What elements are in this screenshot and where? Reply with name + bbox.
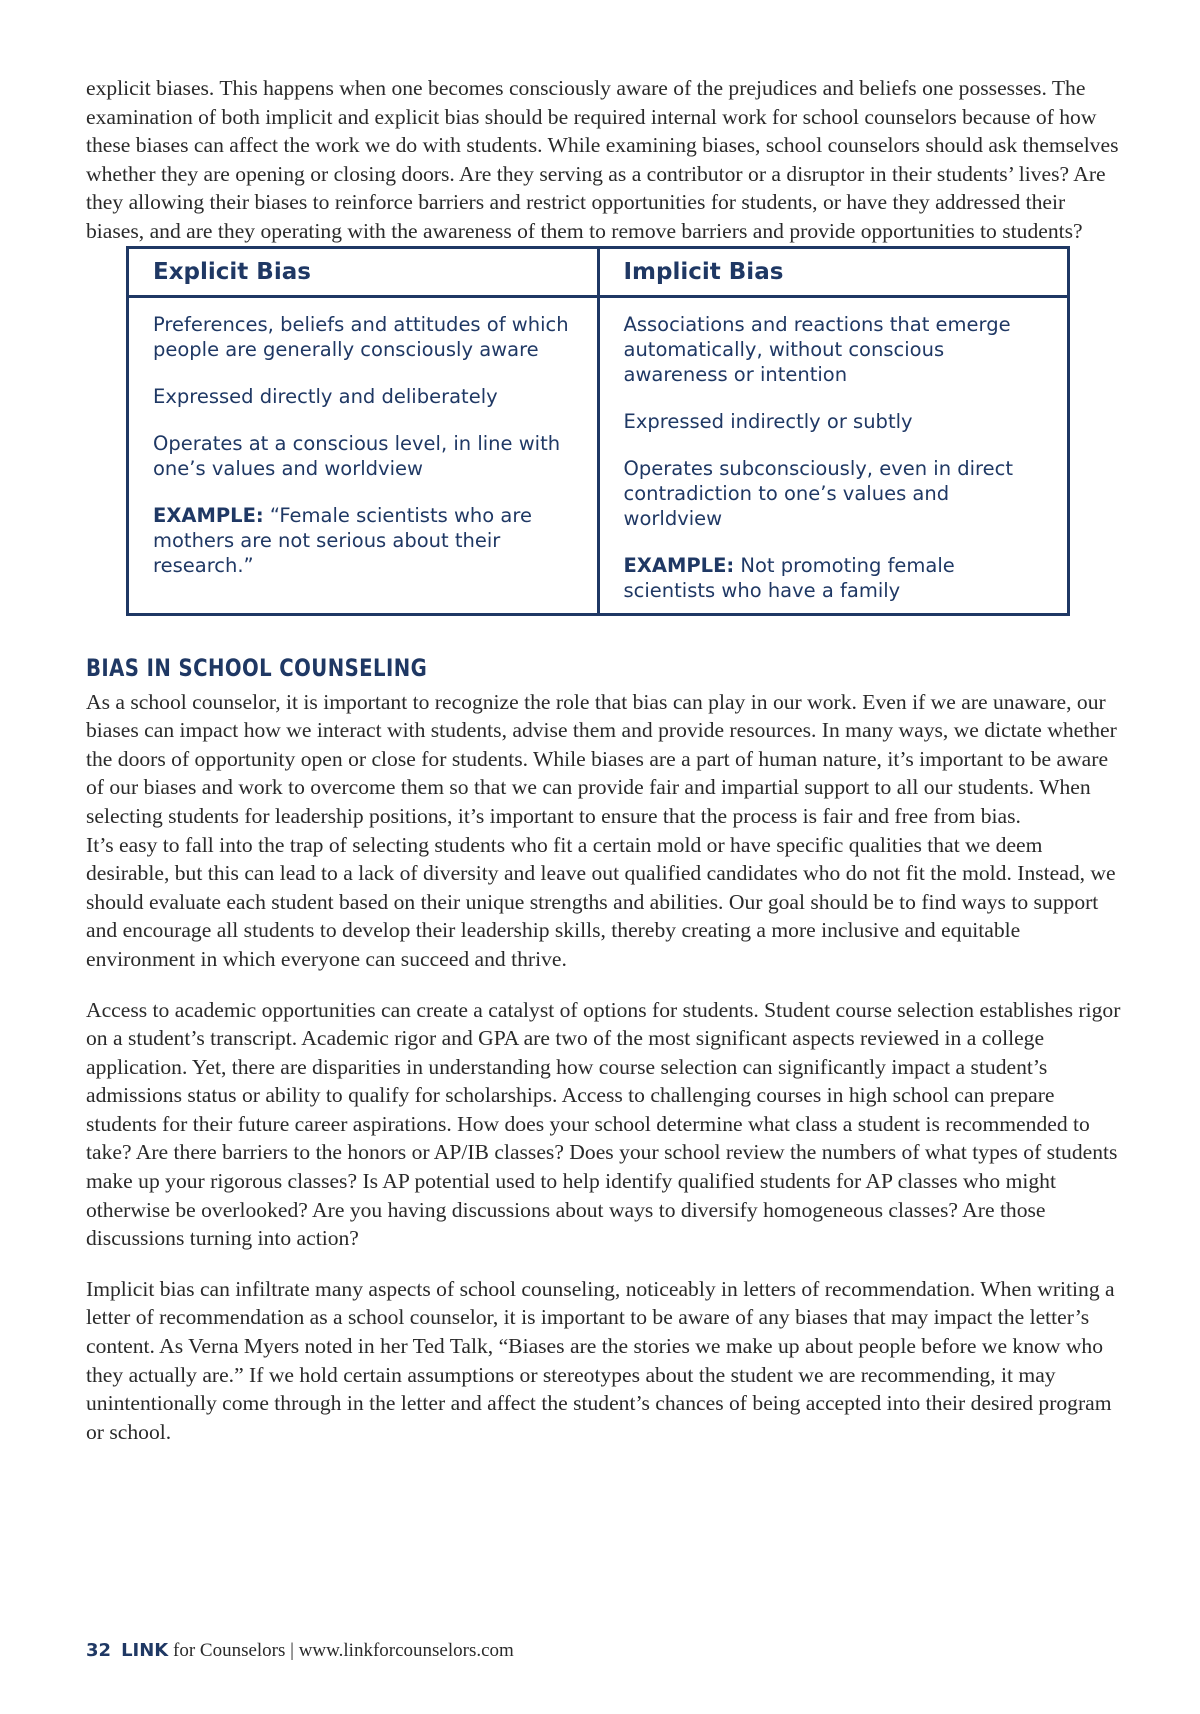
implicit-item-level: Operates subconsciously, even in direct contradiction to one’s values and worldview: [623, 456, 1014, 530]
bias-comparison-table: [126, 246, 1070, 616]
explicit-item-level: Operates at a conscious level, in line with one’s values and worldview: [153, 431, 561, 480]
implicit-bias-header: Implicit Bias: [598, 247, 1069, 296]
paragraph-leadership-selection: It’s easy to fall into the trap of selecting students who fit a certain mold or have specific qualities that we deem desirable, but this can lead to a lack of diversity and leave out qualified candidates who do not fit the mold. Instead, we should evaluate each student based on their unique strengths and abilities. Our goal should be to find ways to support and encourage all students to develop their leadership skills, thereby creating a more inclusive and equitable environment in which everyone can succeed and thrive.: [86, 832, 1116, 971]
explicit-item-definition: Preferences, beliefs and attitudes of which people are generally consciously aware: [153, 312, 569, 361]
explicit-item-example: [153, 503, 575, 578]
implicit-item-expression: Expressed indirectly or subtly: [623, 409, 913, 433]
implicit-bias-column: [598, 296, 1069, 614]
footer-brand: LINK: [121, 1640, 169, 1661]
implicit-item-definition: Associations and reactions that emerge automatically, without conscious awareness or intention: [623, 312, 1011, 386]
implicit-example-label: EXAMPLE:: [623, 553, 735, 577]
explicit-example-label: EXAMPLE:: [153, 503, 264, 527]
explicit-bias-column: [128, 296, 599, 614]
footer-publication: for Counselors | www.linkforcounselors.com: [168, 1640, 514, 1661]
paragraph-role-of-bias: As a school counselor, it is important to recognize the role that bias can play in our work. Even if we are unaware, our biases can impact how we interact with students, advise them and provide resources. In many ways, we dictate whether the doors of opportunity open or close for students. While biases are a part of human nature, it’s important to be aware of our biases and work to overcome them so that we can provide fair and impartial support to all our students. When selecting students for leadership positions, it’s important to ensure that the process is fair and free from bias.: [86, 689, 1117, 828]
page-footer: [86, 1640, 514, 1662]
paragraph-recommendation-letters: Implicit bias can infiltrate many aspects of school counseling, noticeably in letters of recommendation. When writing a letter of recommendation as a school counselor, it is important to be aware of any biases that may impact the letter’s content. As Verna Myers noted in her Ted Talk, “Biases are the stories we make up about people before we know who they actually are.” If we hold certain assumptions or stereotypes about the student we are recommending, it may unintentionally come through in the letter and affect the student’s chances of being accepted into their desired program or school.: [86, 1276, 1115, 1444]
explicit-example-text: “Female scientists who are mothers are not serious about their research.”: [153, 503, 532, 577]
explicit-bias-header: Explicit Bias: [128, 247, 599, 296]
implicit-item-example: [624, 553, 1046, 603]
page-number: 32: [86, 1640, 112, 1661]
intro-paragraph: explicit biases. This happens when one becomes consciously aware of the prejudices and beliefs one possesses. The examination of both implicit and explicit bias should be required internal work for school counselors because of how these biases can affect the work we do with students. While examining biases, school counselors should ask themselves whether they are opening or closing doors. Are they serving as a contributor or a disruptor in their students’ lives? Are they allowing their biases to reinforce barriers and restrict opportunities for students, or have they addressed their biases, and are they operating with the awareness of them to remove barriers and provide opportunities to students?: [86, 76, 1119, 243]
implicit-example-text: Not promoting female scientists who have a family: [623, 553, 955, 602]
explicit-item-expression: Expressed directly and deliberately: [153, 384, 498, 408]
page-content: [86, 74, 1126, 1446]
paragraph-academic-access: Access to academic opportunities can create a catalyst of options for students. Student course selection establishes rigor on a student’s transcript. Academic rigor and GPA are two of the most significant aspects reviewed in a college application. Yet, there are disparities in understanding how course selection can significantly impact a student’s admissions status or ability to qualify for scholarships. Access to challenging courses in high school can prepare students for their future career aspirations. How does your school determine what class a student is recommended to take? Are there barriers to the honors or AP/IB classes? Does your school review the numbers of what types of students make up your rigorous classes? Is AP potential used to help identify qualified students for AP classes who might otherwise be overlooked? Are you having discussions about ways to diversify homogeneous classes? Are those discussions turning into action?: [86, 997, 1121, 1251]
section-heading: BIAS IN SCHOOL COUNSELING: [86, 653, 428, 682]
